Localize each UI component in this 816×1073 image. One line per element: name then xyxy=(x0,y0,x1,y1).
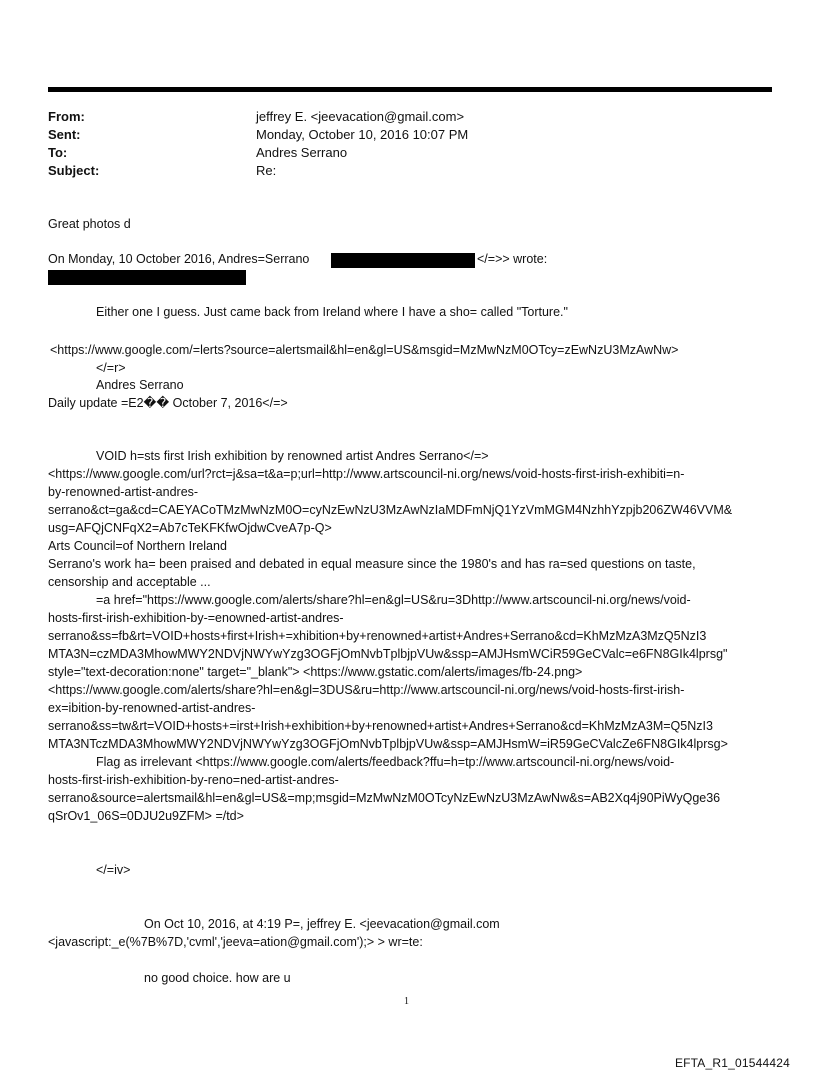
body-line: Serrano's work ha= been praised and debated in equal measure since the 1980's and has ra=sed questions on taste, xyxy=(48,557,696,571)
body-line: </=>> wrote: xyxy=(477,252,548,266)
page-number: 1 xyxy=(404,996,409,1007)
body-line: <https://www.google.com/alerts/share?hl=en&gl=3DUS&ru=http://www.artscouncil-ni.org/news/void-hosts-first-irish- xyxy=(48,683,685,697)
body-line: VOID h=sts first Irish exhibition by renowned artist Andres Serrano</=> xyxy=(96,449,489,463)
body-line: no good choice. how are u xyxy=(144,971,291,985)
body-line: ex=ibition-by-renowned-artist-andres- xyxy=(48,701,256,715)
body-line: Daily update =E2�� October 7, 2016</=> xyxy=(48,396,288,410)
body-line: Arts Council=of Northern Ireland xyxy=(48,539,227,553)
header-rule xyxy=(48,87,772,92)
body-line: </=r> xyxy=(96,361,126,375)
body-line: by-renowned-artist-andres- xyxy=(48,485,199,499)
body-line: MTA3NTczMDA3MhowMWY2NDVjNWYwYzg3OGFjOmNvbTplbjpVUw&ssp=AMJHsmW=iR59GeCValcZe6FN8GIk4lprsg> xyxy=(48,737,728,751)
body-line: serrano&ss=tw&rt=VOID+hosts+=irst+Irish+exhibition+by+renowned+artist+Andres+Serrano&cd=KhMzMzA3M=Q5NzI3 xyxy=(48,719,713,733)
to-value: Andres Serrano xyxy=(256,145,348,160)
body-line: Either one I guess. Just came back from Ireland where I have a sho= called "Torture." xyxy=(96,305,568,319)
body-line: <javascript:_e(%7B%7D,'cvml','jeeva=ation@gmail.com');> > wr=te: xyxy=(48,935,423,949)
body-line: On Monday, 10 October 2016, Andres=Serrano xyxy=(48,252,310,266)
body-line: Andres Serrano xyxy=(96,378,184,392)
body-line: usg=AFQjCNFqX2=Ab7cTeKFKfwOjdwCveA7p-Q> xyxy=(48,521,332,535)
subject-label: Subject: xyxy=(48,163,100,178)
body-line: censorship and acceptable ... xyxy=(48,575,211,589)
body-line: =a href="https://www.google.com/alerts/share?hl=en&gl=US&ru=3Dhttp://www.artscouncil-ni.org/news/void- xyxy=(96,593,691,607)
subject-value: Re: xyxy=(256,163,277,178)
body-line: qSrOv1_06S=0DJU2u9ZFM> =/td> xyxy=(48,809,244,823)
body-line: On Oct 10, 2016, at 4:19 P=, jeffrey E. <jeevacation@gmail.com xyxy=(144,917,500,931)
body-line: serrano&source=alertsmail&hl=en&gl=US&=mp;msgid=MzMwNzM0OTcyNzEwNzU3MzAwNw&s=AB2Xq4j90PiWyQge36 xyxy=(48,791,721,805)
body-line: serrano&ss=fb&rt=VOID+hosts+first+Irish+=xhibition+by+renowned+artist+Andres+Serrano&cd=KhMzMzA3MzQ5NzI3 xyxy=(48,629,707,643)
redaction-block xyxy=(48,270,246,285)
body-line: MTA3N=czMDA3MhowMWY2NDVjNWYwYzg3OGFjOmNvbTplbjpVUw&ssp=AMJHsmWCiR59GeCValc=e6FN8GIk4lprsg" xyxy=(48,647,728,661)
body-line: hosts-first-irish-exhibition-by-=enowned-artist-andres- xyxy=(48,611,344,625)
sent-value: Monday, October 10, 2016 10:07 PM xyxy=(256,127,469,142)
from-value: jeffrey E. <jeevacation@gmail.com> xyxy=(256,109,465,124)
sent-label: Sent: xyxy=(48,127,81,142)
body-line: <https://www.google.com/=lerts?source=alertsmail&hl=en&gl=US&msgid=MzMwNzM0OTcy=zEwNzU3MzAwNw> xyxy=(50,343,679,357)
body-line: Great photos d xyxy=(48,217,131,231)
body-line: Flag as irrelevant <https://www.google.com/alerts/feedback?ffu=h=tp://www.artscouncil-ni.org/news/void- xyxy=(96,755,675,769)
from-label: From: xyxy=(48,109,85,124)
body-line: </=iv> xyxy=(96,863,131,877)
body-line: <https://www.google.com/url?rct=j&sa=t&a=p;url=http://www.artscouncil-ni.org/news/void-hosts-first-irish-exhibiti=n- xyxy=(48,467,685,481)
to-label: To: xyxy=(48,145,68,160)
body-line: serrano&ct=ga&cd=CAEYACoTMzMwNzM0O=cyNzEwNzU3MzAwNzIaMDFmNjQ1YzVmMGM4NzhhYzpjb206ZW46VVM& xyxy=(48,503,733,517)
body-line: hosts-first-irish-exhibition-by-reno=ned-artist-andres- xyxy=(48,773,339,787)
document-id: EFTA_R1_01544424 xyxy=(674,1056,790,1070)
redaction-block xyxy=(331,253,475,268)
body-line: style="text-decoration:none" target="_blank"> <https://www.gstatic.com/alerts/images/fb-24.png> xyxy=(48,665,583,679)
